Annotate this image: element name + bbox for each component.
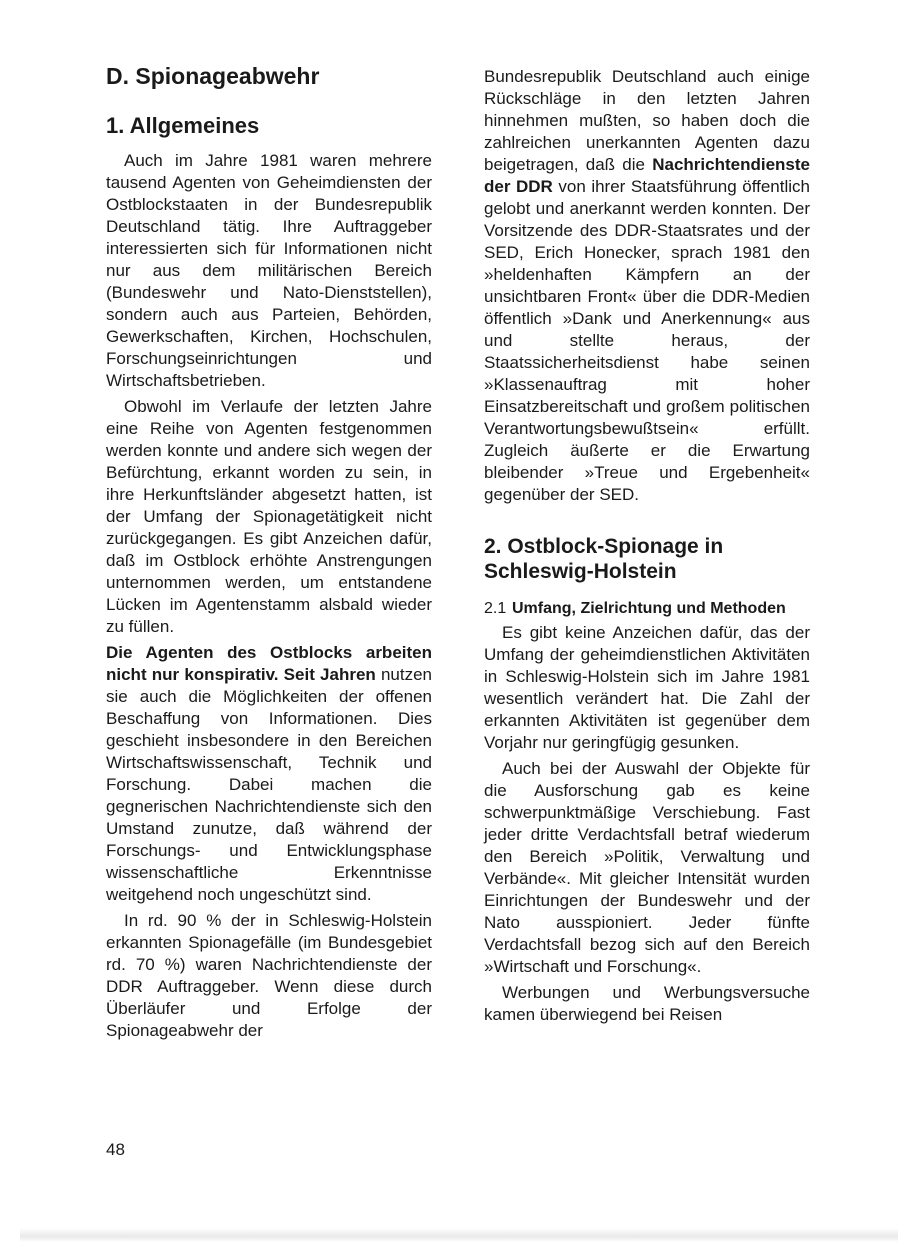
paragraph-ddr-share: In rd. 90 % der in Schleswig-Holstein erkannten Spionagefälle (im Bundesgebiet rd. 70 %) waren Nachrichtendienste der DDR Auftraggeber. Wenn diese durch Überläufer und Erfolge der Spionageabwehr der [106, 911, 432, 1040]
section-heading: D. Spionageabwehr [106, 63, 320, 89]
paragraph-text-a: Bundesrepublik Deutschland auch einige Rückschläge in den letzten Jahren hinnehmen mußten, so haben doch die zahlreichen unerkannten Agenten dazu beigetragen, daß die [484, 67, 810, 174]
left-column [106, 62, 432, 1046]
bold-lead-text: Die Agenten des Ostblocks arbeiten nicht nur konspirativ. Seit Jahren [106, 643, 432, 684]
paragraph-text-b: von ihrer Staatsführung öffentlich gelobt und anerkannt werden konnten. Der Vorsitzende des DDR-Staatsrates und der SED, Erich Honecker, sprach 1981 den »heldenhaften Kämpfern an der unsichtbaren Front« über die DDR-Medien öffentlich »Dank und Anerkennung« aus und stellte heraus, der Staatssicherheitsdienst habe seinen »Klassenauftrag mit hoher Einsatzbereitschaft und großem politischen Verantwortungsbewußtsein« erfüllt. Zugleich äußerte er die Erwartung bleibender »Treue und Ergebenheit« gegenüber der SED. [484, 177, 810, 504]
scan-edge-shadow [20, 1228, 898, 1242]
bold-phrase: Nachrichtendienste der DDR [484, 155, 810, 196]
subsection-title: Umfang, Zielrichtung und Methoden [512, 600, 786, 617]
paragraph-recruitment: Werbungen und Werbungsversuche kamen überwiegend bei Reisen [484, 983, 810, 1024]
subsection-number: 2.1 [484, 600, 507, 617]
paragraph-arrests: Obwohl im Verlaufe der letzten Jahre eine Reihe von Agenten festgenommen werden konnte und andere sich wegen der Befürchtung, erkannt worden zu sein, in ihre Herkunftsländer abgesetzt hatten, ist der Umfang der Spionagetätigkeit nicht zurückgegangen. Es gibt Anzeichen dafür, daß im Ostblock erhöhte Anstrengungen unternommen werden, um entstandene Lücken im Agentenstamm alsbald wieder zu füllen. [106, 397, 432, 636]
subsection-heading-2-1 [484, 598, 810, 619]
paragraph-scope: Es gibt keine Anzeichen dafür, das der Umfang der geheimdienstlichen Aktivitäten in Schleswig-Holstein sich im Jahre 1981 wesentlich verändert hat. Die Zahl der erkannten Aktivitäten ist gegenüber dem Vorjahr nur geringfügig gesunken. [484, 623, 810, 752]
paragraph-agents-1981: Auch im Jahre 1981 waren mehrere tausend Agenten von Geheimdiensten der Ostblockstaaten in der Bundesrepublik Deutschland tätig. Ihre Auftraggeber interessierten sich für Informationen nicht nur aus dem militärischen Bereich (Bundeswehr und Nato-Dienststellen), sondern auch aus Parteien, Behörden, Gewerkschaften, Kirchen, Hochschulen, Forschungseinrichtungen und Wirtschaftsbetrieben. [106, 151, 432, 390]
paragraph-continuation: nutzen sie auch die Möglichkeiten der offenen Beschaffung von Informationen. Dies geschieht insbesondere in den Bereichen Wirtschaftswissenschaft, Technik und Forschung. Dabei machen die gegnerischen Nachrichtendienste sich den Umstand zunutze, daß während der Forschungs- und Entwicklungsphase wissenschaftliche Erkenntnisse weitgehend noch ungeschützt sind. [106, 665, 432, 904]
paragraph-continued [484, 66, 810, 506]
paragraph-open-procurement [106, 642, 432, 906]
section-heading-ostblock: 2. Ostblock-Spionage in Schleswig-Holstein [484, 535, 724, 583]
right-column [484, 66, 810, 1030]
subsection-heading-general: 1. Allgemeines [106, 113, 260, 138]
paragraph-targets: Auch bei der Auswahl der Objekte für die Ausforschung gab es keine schwerpunktmäßige Verschiebung. Fast jeder dritte Verdachtsfall betraf wiederum den Bereich »Politik, Verwaltung und Verbände«. Mit gleicher Intensität wurden Einrichtungen der Bundeswehr und der Nato ausspioniert. Jeder fünfte Verdachtsfall bezog sich auf den Bereich »Wirtschaft und Forschung«. [484, 759, 810, 976]
page-number: 48 [106, 1140, 125, 1159]
